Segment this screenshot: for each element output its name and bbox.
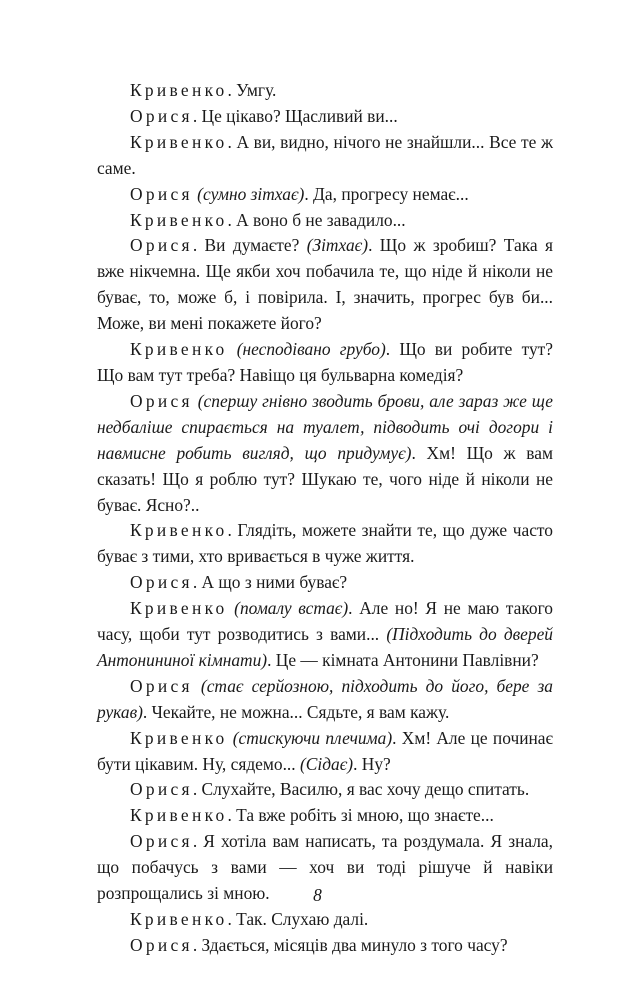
dialogue-paragraph	[97, 233, 553, 337]
dialogue-paragraph	[97, 78, 553, 104]
speaker-name: Кривенко	[130, 598, 228, 619]
speaker-name: Кривенко	[130, 909, 228, 929]
dialogue-paragraph	[97, 907, 553, 933]
speaker-name: Орися	[130, 390, 193, 411]
stage-direction: (спершу гнівно зводить брови, але зараз же ще недбаліше спирається на туалет, підводить очі догори і навмисне робить вигляд, що придумує)	[97, 390, 553, 463]
dialogue-text: . Я хотіла вам написать, та роздумала. Я знала, що побачусь з вами — хоч ви тоді рішуче й навіки розпрощались зі мною.	[97, 831, 553, 904]
stage-direction: (помалу встає)	[234, 598, 349, 619]
dialogue-paragraph	[97, 389, 553, 519]
dialogue-paragraph	[97, 337, 553, 389]
speaker-name: Орися	[130, 779, 193, 800]
speaker-name: Кривенко	[130, 520, 228, 541]
speaker-name: Орися	[130, 235, 193, 256]
dialogue-text: . А воно б не завадило...	[227, 209, 406, 230]
dialogue-text: . Хм! Але це починає бути цікавим. Ну, сядемо...	[97, 727, 553, 774]
dialogue-paragraph	[97, 208, 553, 234]
dialogue-text: . Але но! Я не маю такого часу, щоби тут розводитись з вами...	[97, 598, 553, 645]
speaker-name: Кривенко	[130, 131, 228, 152]
speaker-name: Кривенко	[130, 727, 228, 748]
speaker-name: Орися	[130, 934, 193, 955]
dialogue-paragraph	[97, 777, 553, 803]
speaker-name: Кривенко	[130, 805, 228, 826]
dialogue-paragraph	[97, 726, 553, 778]
dialogue-text: . Так. Слухаю далі.	[227, 909, 369, 929]
dialogue-paragraph	[97, 182, 553, 208]
stage-direction: (Підходить до дверей Антонининої кімнати)	[97, 624, 553, 670]
dialogue-text: . Хм! Що ж вам сказать! Що я роблю тут? Шукаю те, чого ніде й ніколи не буває. Ясно?..	[97, 442, 553, 515]
dialogue-text: . Що ж зробиш? Така я вже нікчемна. Ще якби хоч побачила те, що ніде й ніколи не буває, то, може б, і повірила. І, значить, прогрес був би... Може, ви мені покажете його?	[97, 235, 554, 334]
dialogue-text: . Та вже робіть зі мною, що знаєте...	[227, 805, 494, 826]
speaker-name: Орися	[130, 675, 193, 696]
dialogue-text: . Умгу.	[227, 80, 277, 100]
speaker-name: Орися	[130, 572, 193, 593]
dialogue-text	[227, 339, 236, 359]
dialogue-text: . Да, прогресу немає...	[304, 183, 469, 204]
play-text	[97, 78, 553, 959]
dialogue-text: . Слухайте, Василю, я вас хочу дещо спитать.	[192, 779, 530, 800]
dialogue-text: . А що з ними буває?	[192, 572, 348, 593]
speaker-name: Кривенко	[130, 339, 228, 360]
stage-direction: (стає серйозною, підходить до його, бере за рукав)	[97, 675, 553, 722]
speaker-name: Орися	[130, 183, 193, 204]
dialogue-paragraph	[97, 674, 553, 726]
dialogue-paragraph	[97, 803, 553, 829]
dialogue-paragraph	[97, 933, 553, 959]
dialogue-text: . Ви думаєте?	[192, 235, 307, 256]
speaker-name: Кривенко	[130, 80, 228, 100]
dialogue-text: . Здається, місяців два минуло з того часу?	[192, 934, 508, 955]
dialogue-text: . Глядіть, можете знайти те, що дуже часто буває з тими, хто вривається в чуже життя.	[97, 520, 553, 567]
stage-direction: (Сідає)	[299, 753, 354, 774]
stage-direction: (стискуючи плечима)	[232, 727, 393, 748]
stage-direction: (несподівано грубо)	[236, 339, 386, 360]
dialogue-text: . Це — кімната Антонини Павлівни?	[267, 649, 539, 670]
dialogue-paragraph	[97, 518, 553, 570]
dialogue-text: . А ви, видно, нічого не знайшли... Все те ж саме.	[97, 131, 553, 178]
dialogue-paragraph	[97, 596, 553, 674]
dialogue-paragraph	[97, 570, 553, 596]
speaker-name: Кривенко	[130, 209, 228, 230]
dialogue-text: . Це цікаво? Щасливий ви...	[192, 105, 398, 126]
dialogue-paragraph	[97, 104, 553, 130]
dialogue-text: . Ну?	[353, 753, 391, 774]
stage-direction: (Зітхає)	[306, 235, 369, 256]
page-number: 8	[313, 885, 322, 905]
dialogue-text: . Що ви робите тут? Що вам тут треба? Навіщо ця бульварна комедія?	[97, 339, 553, 385]
stage-direction: (сумно зітхає)	[197, 183, 305, 204]
dialogue-paragraph	[97, 130, 553, 182]
dialogue-text: . Чекайте, не можна... Сядьте, я вам кажу.	[142, 701, 450, 722]
speaker-name: Орися	[130, 831, 193, 852]
speaker-name: Орися	[130, 105, 193, 126]
dialogue-text	[193, 676, 201, 696]
